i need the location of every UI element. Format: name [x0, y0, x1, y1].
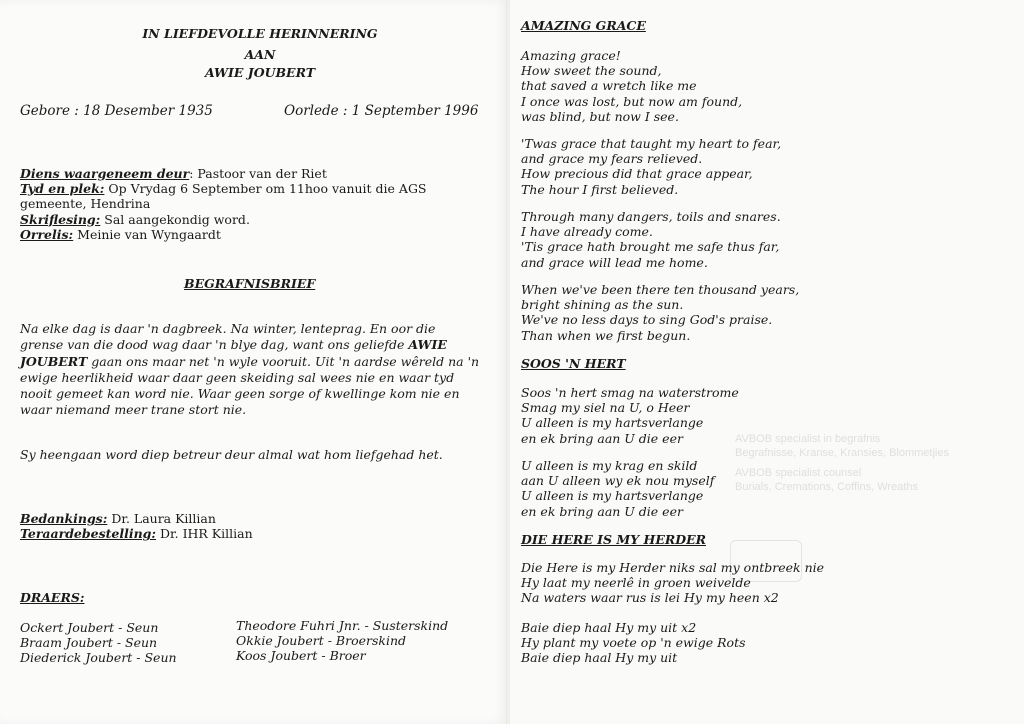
- thanks-section: [20, 511, 253, 541]
- amazing-grace-title: AMAZING GRACE: [521, 18, 646, 33]
- funeral-director-label: Teraardebestelling:: [20, 526, 157, 542]
- amazing-grace-verse-3: Through many dangers, toils and snares. I have already come. 'Tis grace hath brought me safe thus far, and grace will lead me home.: [521, 209, 781, 270]
- funeral-director-value: Dr. IHR Killian: [156, 526, 253, 542]
- born-date: Gebore : 18 Desember 1935: [20, 103, 213, 119]
- thanks-label: Bedankings:: [20, 511, 108, 526]
- amazing-grace-verse-2: 'Twas grace that taught my heart to fear, and grace my fears relieved. How precious did that grace appear, The hour I first believed.: [521, 136, 782, 197]
- bearer-item: Ockert Joubert - Seun: [20, 620, 159, 635]
- organist-value: Meinie van Wyngaardt: [73, 226, 221, 242]
- bearer-item: Theodore Fuhri Jnr. - Susterskind: [236, 618, 449, 633]
- herder-verse-2: Baie diep haal Hy my uit x2 Hy plant my voete op 'n ewige Rots Baie diep haal Hy my uit: [521, 620, 746, 666]
- bearer-item: Koos Joubert - Broer: [236, 648, 366, 664]
- bearer-item: Okkie Joubert - Broerskind: [236, 633, 407, 649]
- herder-verse-1: Die Here is my Herder niks sal my ontbreek nie Hy laat my neerlê in groen weivelde Na waters waar rus is lei Hy my heen x2: [521, 560, 825, 606]
- time-place-value: Op Vrydag 6 September om 11hoo vanuit die AGS: [104, 181, 427, 197]
- service-details: [20, 166, 427, 242]
- officiant-value: : Pastoor van der Riet: [189, 166, 327, 181]
- amazing-grace-verse-1: Amazing grace! How sweet the sound, that saved a wretch like me I once was lost, but now am found, was blind, but now I see.: [521, 48, 743, 124]
- bearers-left-list: [20, 620, 177, 666]
- amazing-grace-verse-4: When we've been there ten thousand years, bright shining as the sun. We've no less days to sing God's praise. Than when we first begun.: [521, 282, 800, 343]
- die-here-is-my-herder-title: DIE HERE IS MY HERDER: [521, 532, 706, 547]
- bearer-item: Braam Joubert - Seun: [20, 635, 158, 651]
- memorial-to: AAN: [244, 47, 276, 62]
- organist-label: Orrelis:: [20, 226, 74, 242]
- time-place-value-2: gemeente, Hendrina: [20, 196, 151, 212]
- scripture-label: Skriflesing:: [20, 211, 101, 227]
- funeral-letter-title: BEGRAFNISBRIEF: [184, 276, 316, 291]
- page-fold: [506, 0, 510, 724]
- deceased-name-inline: AWIE JOUBERT: [20, 337, 447, 369]
- officiant-label: Diens waargeneem deur: [20, 166, 190, 181]
- bearers-title: DRAERS:: [20, 590, 85, 605]
- mourning-paragraph: Sy heengaan word diep betreur deur almal wat hom liefgehad het.: [20, 447, 443, 462]
- bearers-right-list: [236, 618, 448, 664]
- watermark-text: AVBOB specialist in begrafnis Begrafnisse, Kranse, Kransies, Blommetjies AVBOB specialist counsel Burials, Cremations, Coffins, Wreaths: [735, 433, 949, 493]
- memorial-heading: IN LIEFDEVOLLE HERINNERING: [142, 26, 378, 41]
- death-date: Oorlede : 1 September 1996: [284, 103, 479, 119]
- bearer-item: Diederick Joubert - Seun: [20, 650, 177, 666]
- soos-n-hert-verse-1: Soos 'n hert smag na waterstrome Smag my siel na U, o Heer U alleen is my hartsverlange en ek bring aan U die eer: [521, 385, 739, 446]
- soos-n-hert-title: SOOS 'N HERT: [521, 356, 626, 371]
- thanks-value: Dr. Laura Killian: [107, 511, 216, 526]
- funeral-letter-paragraph: Na elke dag is daar 'n dagbreek. Na winter, lenteprag. En oor die grense van die dood wag daar 'n blye dag, want ons geliefde AWIE JOUBERT gaan ons maar net 'n wyle vooruit. Uit 'n aardse wêreld na 'n ewige heerlikheid waar daar geen skeiding sal wees nie en waar tyd nooit gemeet kan word nie. Waar geen sorge of kwellinge kom nie en waar niemand meer trane stort nie.: [20, 321, 480, 418]
- scripture-value: Sal aangekondig word.: [100, 211, 250, 227]
- time-place-label: Tyd en plek:: [20, 181, 105, 197]
- soos-n-hert-verse-2: U alleen is my krag en skild aan U alleen wy ek nou myself U alleen is my hartsverlange en ek bring aan U die eer: [521, 458, 715, 519]
- deceased-name: AWIE JOUBERT: [204, 65, 316, 80]
